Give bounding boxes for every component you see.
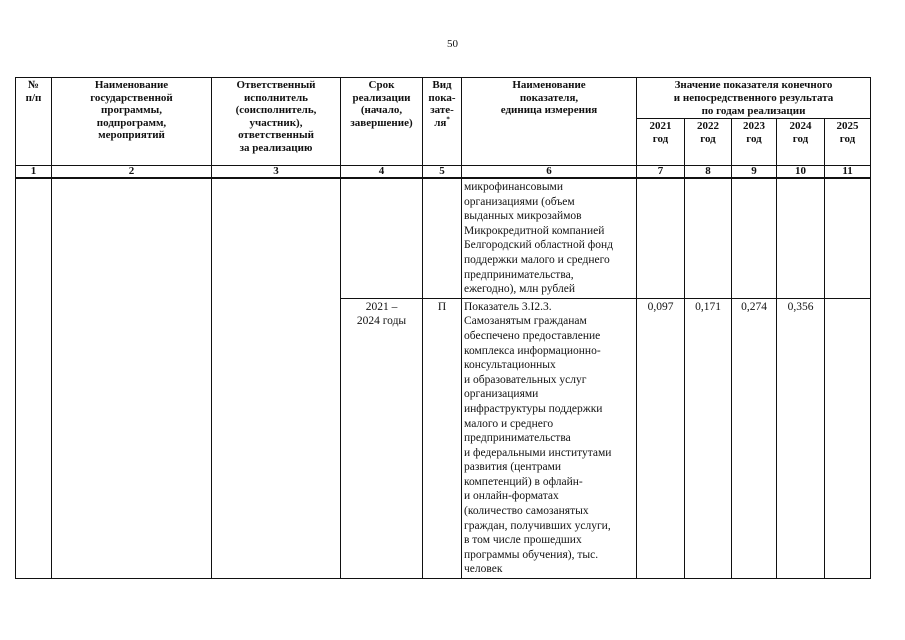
header-year-2021: 2021 год <box>637 119 685 166</box>
cell-value-2021: 0,097 <box>637 298 685 578</box>
cell-value-2023 <box>732 178 777 298</box>
cell-indicator-kind: П <box>423 298 462 578</box>
column-number: 11 <box>825 166 871 179</box>
cell-responsible <box>212 178 341 579</box>
cell-value-2025 <box>825 298 871 578</box>
column-number: 5 <box>423 166 462 179</box>
column-number: 4 <box>341 166 423 179</box>
cell-indicator-kind <box>423 178 462 298</box>
column-number-row <box>16 166 871 179</box>
cell-value-2024: 0,356 <box>777 298 825 578</box>
header-number: № п/п <box>16 78 52 166</box>
cell-number <box>16 178 52 579</box>
column-number: 10 <box>777 166 825 179</box>
cell-indicator-name: Показатель 3.I2.3. Самозанятым гражданам обеспечено предоставление комплекса информационно- консультационных и образовательных услуг организациями инфраструктуры поддержки малого и среднего предпринимательства и федеральными институтами развития (центрами компетенций) в офлайн- и онлайн-форматах (количество самозанятых граждан, получивших услуги, в том числе прошедших программы обучения), тыс. человек <box>462 298 637 578</box>
page-number: 50 <box>447 38 458 50</box>
cell-value-2022: 0,171 <box>685 298 732 578</box>
header-indicator-name: Наименование показателя, единица измерения <box>462 78 637 166</box>
header-period: Срок реализации (начало, завершение) <box>341 78 423 166</box>
cell-period: 2021 – 2024 годы <box>341 298 423 578</box>
cell-value-2021 <box>637 178 685 298</box>
header-values-group: Значение показателя конечного и непосредственного результата по годам реализации <box>637 78 871 119</box>
indicators-table <box>15 77 871 579</box>
column-number: 9 <box>732 166 777 179</box>
cell-value-2022 <box>685 178 732 298</box>
header-year-2024: 2024 год <box>777 119 825 166</box>
header-responsible: Ответственный исполнитель (соисполнитель, участник), ответственный за реализацию <box>212 78 341 166</box>
cell-value-2023: 0,274 <box>732 298 777 578</box>
header-year-2023: 2023 год <box>732 119 777 166</box>
column-number: 6 <box>462 166 637 179</box>
cell-value-2025 <box>825 178 871 298</box>
header-year-2022: 2022 год <box>685 119 732 166</box>
column-number: 1 <box>16 166 52 179</box>
column-number: 8 <box>685 166 732 179</box>
header-year-2025: 2025 год <box>825 119 871 166</box>
header-program-name: Наименование государственной программы, подпрограмм, мероприятий <box>52 78 212 166</box>
header-indicator-kind: Вид пока- зате- ля* <box>423 78 462 166</box>
footnote-mark: * <box>446 114 450 123</box>
column-number: 2 <box>52 166 212 179</box>
column-number: 7 <box>637 166 685 179</box>
cell-program-name <box>52 178 212 579</box>
table-row <box>16 178 871 298</box>
cell-indicator-name: микрофинансовыми организациями (объем выданных микрозаймов Микрокредитной компанией Белгородский областной фонд поддержки малого и среднего предпринимательства, ежегодно), млн рублей <box>462 178 637 298</box>
cell-period <box>341 178 423 298</box>
cell-value-2024 <box>777 178 825 298</box>
column-number: 3 <box>212 166 341 179</box>
